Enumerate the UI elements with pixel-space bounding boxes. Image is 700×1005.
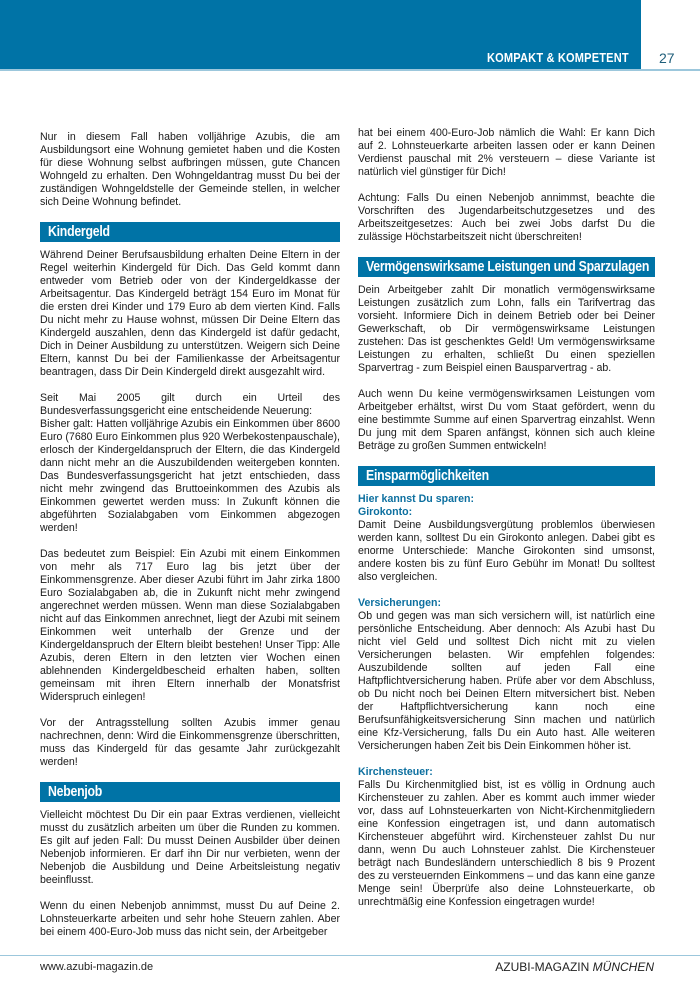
page-number: 27 — [659, 50, 675, 66]
paragraph: hat bei einem 400-Euro-Job nämlich die Wahl: Er kann Dich auf 2. Lohnsteuerkarte arbeiten lassen oder er kann Deinen Verdienst pauschal mit 2% versteuern – diese Variante ist natürlich viel günstiger für Dich! — [358, 127, 655, 178]
right-column — [358, 127, 655, 909]
heading-vermoegenswirksame-leistungen: Vermögenswirksame Leistungen und Sparzulagen — [358, 257, 655, 277]
paragraph: Wenn du einen Nebenjob annimmst, musst Du auf Deine 2. Lohnsteuerkarte arbeiten und sehr hohe Steuern zahlen. Aber bei einem 400-Euro-Job muss das nicht sein, der Arbeitgeber — [40, 900, 340, 938]
left-column — [40, 131, 340, 939]
paragraph: Damit Deine Ausbildungsvergütung problemlos überwiesen werden kann, solltest Du ein Girokonto anlegen. Dabei gibt es enorme Unterschiede: Manche Girokonten sind umsonst, andere kosten bis zu fünf Euro Gebühr im Monat! Du solltest also vergleichen. — [358, 519, 655, 583]
paragraph: Falls Du Kirchenmitglied bist, ist es völlig in Ordnung auch Kirchensteuer zu zahlen. Aber es kommt auch immer wieder vor, dass auf Lohnsteuerkarten von Nicht-Kirchenmitgliedern eine Konfession eingetragen ist, und dann automatisch Kirchensteuer abgeführt wird. Kirchensteuer zahlst Du nur dann, wenn Du auch Lohnsteuer zahlst. Die Kirchensteuer beträgt nach Bundesländern unterschiedlich 8 bis 9 Prozent des zu versteuernden Einkommens – und das kann eine ganze Menge sein! Überprüfe also deine Lohnsteuerkarte, ob unrechtmäßig eine Konfession eingetragen wurde! — [358, 779, 655, 908]
paragraph: Seit Mai 2005 gilt durch ein Urteil des Bundesverfassungsgericht eine entscheidende Neuerung: — [40, 392, 340, 417]
section-title: KOMPAKT & KOMPETENT — [487, 50, 629, 65]
header-divider — [0, 69, 700, 71]
subheading: Hier kannst Du sparen: — [358, 493, 474, 505]
footer-magazine: AZUBI-MAGAZIN MÜNCHEN — [495, 960, 654, 974]
footer — [0, 955, 700, 1005]
subheading: Kirchensteuer: — [358, 766, 433, 778]
footer-website: www.azubi-magazin.de — [40, 961, 154, 973]
paragraph: Dein Arbeitgeber zahlt Dir monatlich vermögenswirksame Leistungen zusätzlich zum Lohn, falls ein Tarifvertrag das vorsieht. Informiere Dich in deinem Betrieb oder bei Deiner Gewerkschaft, ob Dir vermögenswirksame Leistungen zustehen: Das ist geschenktes Geld! Um vermögenswirksame Leistungen zu erhalten, schließt Du einen speziellen Sparvertrag - zum Beispiel einen Bausparvertrag - ab. — [358, 284, 655, 374]
heading-nebenjob: Nebenjob — [40, 782, 340, 802]
paragraph: Vor der Antragsstellung sollten Azubis immer genau nachrechnen, denn: Wird die Einkommensgrenze überschritten, muss das Kindergeld für das gesamte Jahr zurückgezahlt werden! — [40, 717, 340, 768]
paragraph: Das bedeutet zum Beispiel: Ein Azubi mit einem Einkommen von mehr als 717 Euro lag bis jetzt über der Einkommensgrenze. Aber dieser Azubi führt im Jahr zirka 1800 Euro Sozialabgaben ab, die in Zukunft nicht mehr zwingend angerechnet werden müssen. Wenn man diese Sozialabgaben nicht auf das Einkommen anrechnet, liegt der Azubi mit seinem Einkommen weit unterhalb der Grenze und der Kindergeldanspruch der Eltern bleibt bestehen! Unser Tipp: Alle Azubis, deren Eltern in den letzten vier Wochen einen ablehnenden Kindergeldbescheid erhalten haben, sollten gemeinsam mit ihren Eltern innerhalb der Monatsfrist Widerspruch einlegen! — [40, 548, 340, 703]
paragraph: Bisher galt: Hatten volljährige Azubis ein Einkommen über 8600 Euro (7680 Euro Einkommen plus 920 Werbekostenpauschale), erlosch der Kindergeldanspruch der Eltern, die das Kindergeld dann nicht mehr an die Auszubildenden weitergeben konnten. Das Bundesverfassungsgericht hat jetzt entschieden, dass nicht mehr zwingend das Bruttoeinkommen des Azubis als Einkommen gewertet werden muss: In Zukunft können die abgeführten Sozialabgaben vom Einkommen abgezogen werden! — [40, 418, 340, 534]
heading-kindergeld: Kindergeld — [40, 222, 340, 242]
intro-paragraph: Nur in diesem Fall haben volljährige Azubis, die am Ausbildungsort eine Wohnung gemietet haben und die Kosten für diese Wohnung selbst aufbringen müssen, gute Chancen Wohngeld zu erhalten. Den Wohngeldantrag musst Du bei der zuständigen Wohngeldstelle der Gemeinde stellen, in welcher sich Deine Wohnung befindet. — [40, 131, 340, 208]
subheading: Girokonto: — [358, 506, 413, 518]
footer-divider — [0, 955, 700, 956]
paragraph: Während Deiner Berufsausbildung erhalten Deine Eltern in der Regel weiterhin Kindergeld für Dich. Das Geld kommt dann entweder vom Betrieb oder von der Kindergeldkasse der Arbeitsagentur. Das Kindergeld beträgt 154 Euro im Monat für die ersten drei Kinder und 179 Euro ab dem vierten Kind. Falls Du nicht mehr zu Hause wohnst, müssen Dir Deine Eltern das Kindergeld auszahlen, denn das Kindergeld ist dafür gedacht, Dich in Deiner Ausbildung zu unterstützen. Weigern sich Deine Eltern, kannst Du bei der Familienkasse der Arbeitsagentur beantragen, dass Dir Dein Kindergeld direkt ausgezahlt wird. — [40, 249, 340, 378]
paragraph: Ob und gegen was man sich versichern will, ist natürlich eine persönliche Entscheidung. Aber dennoch: Als Azubi hast Du nicht viel Geld und solltest Dich nicht mit zu vielen Versicherungen belasten. Wir empfehlen folgendes: Auszubildende sollten auf jeden Fall eine Haftpflichtversicherung haben. Prüfe aber vor dem Abschluss, ob Du nicht noch bei Deinen Eltern mitversichert bist. Neben der Haftpflichtversicherung kann noch eine Berufsunfähigkeitsversicherung Sinn machen und natürlich eine Kfz-Versicherung, falls Du ein Auto hast. Alle weiteren Versicherungen haben Zeit bis Dein Einkommen höher ist. — [358, 610, 655, 752]
subheading: Versicherungen: — [358, 597, 442, 609]
heading-einsparmoeglichkeiten: Einsparmöglichkeiten — [358, 466, 655, 486]
paragraph: Auch wenn Du keine vermögenswirksamen Leistungen vom Arbeitgeber erhältst, wirst Du vom Staat gefördert, wenn du eine bestimmte Summe auf einen Sparvertrag einzahlst. Wenn Du jung mit dem Sparen anfängst, können sich auch kleine Beträge zu großen Summen entwickeln! — [358, 388, 655, 452]
paragraph: Vielleicht möchtest Du Dir ein paar Extras verdienen, vielleicht musst du zusätzlich arbeiten um über die Runden zu kommen. Es gilt auf jeden Fall: Du musst Deinen Ausbilder über deinen Nebenjob informieren. Er darf ihn Dir nur verbieten, wenn der Nebenjob die Ausbildung und Deine Arbeitsleistung negativ beeinflusst. — [40, 809, 340, 886]
header-band — [0, 0, 641, 70]
paragraph: Achtung: Falls Du einen Nebenjob annimmst, beachte die Vorschriften des Jugendarbeitschutzgesetzes und des Arbeitszeitgesetzes: Auch bei zwei Jobs darfst Du die zulässige Höchstarbeitszeit nicht überschreiten! — [358, 192, 655, 243]
